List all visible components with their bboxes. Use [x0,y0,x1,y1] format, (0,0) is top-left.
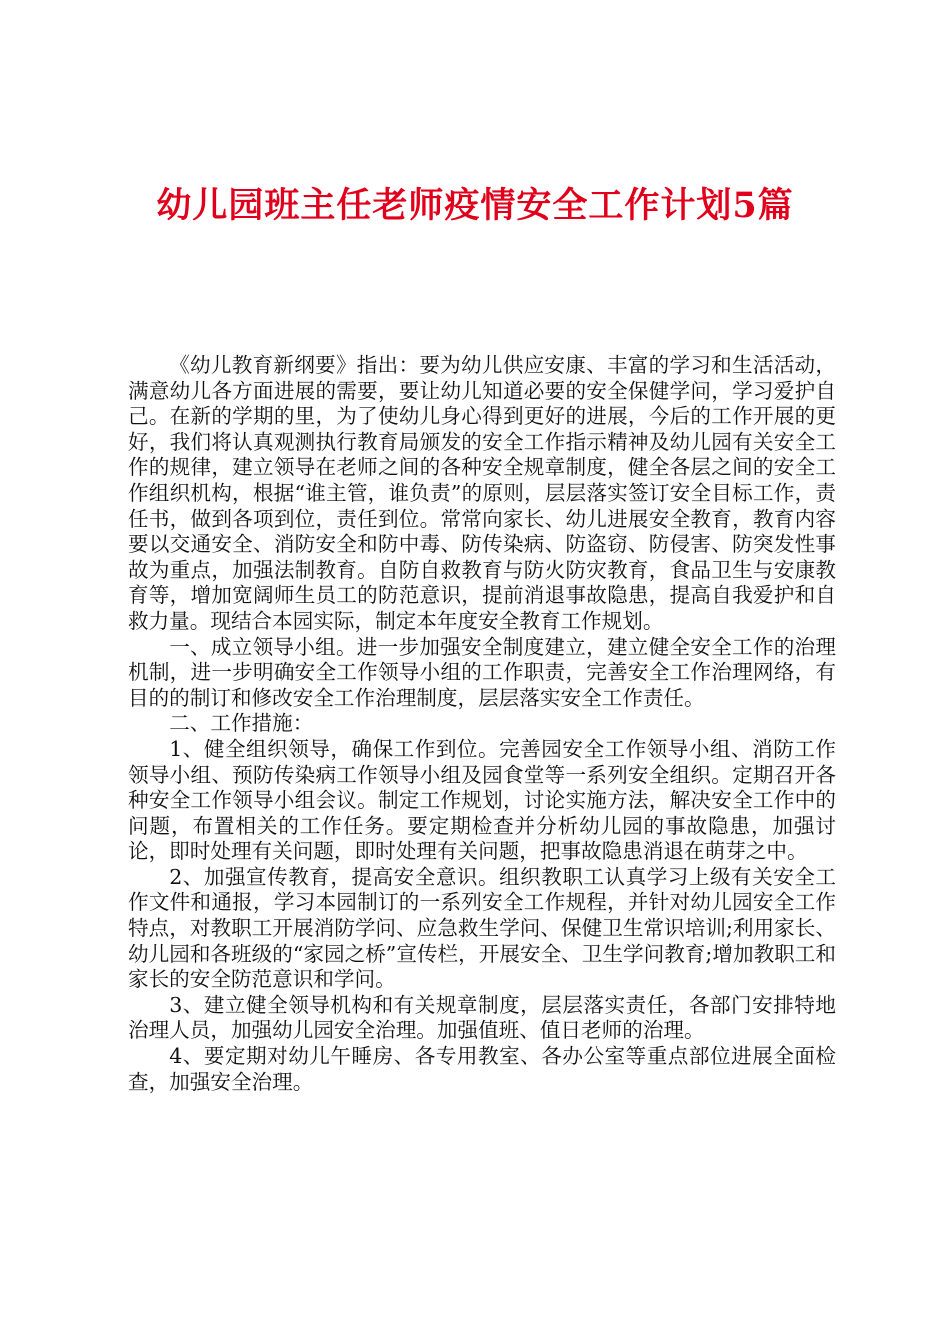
paragraph-measure-1: 1、健全组织领导，确保工作到位。完善园安全工作领导小组、消防工作领导小组、预防传染病工作领导小组及园食堂等一系列安全组织。定期召开各种安全工作领导小组会议。制定工作规划，讨论实施方法，解决安全工作中的问题，布置相关的工作任务。要定期检查并分析幼儿园的事故隐患，加强讨论，即时处理有关问题，即时处理有关问题，把事故隐患消退在萌芽之中。 [128,736,836,864]
paragraph-section-1: 一、成立领导小组。进一步加强安全制度建立，建立健全安全工作的治理机制，进一步明确安全工作领导小组的工作职责，完善安全工作治理网络，有目的的制订和修改安全工作治理制度，层层落实安全工作责任。 [128,634,836,710]
document-title: 幼儿园班主任老师疫情安全工作计划5篇 [156,185,794,226]
document-body [128,353,836,1095]
paragraph-measure-3: 3、建立健全领导机构和有关规章制度，层层落实责任，各部门安排特地治理人员，加强幼儿园安全治理。加强值班、值日老师的治理。 [128,992,836,1043]
paragraph-intro: 《幼儿教育新纲要》指出：要为幼儿供应安康、丰富的学习和生活活动，满意幼儿各方面进展的需要，要让幼儿知道必要的安全保健学问，学习爱护自己。在新的学期的里，为了使幼儿身心得到更好的进展，今后的工作开展的更好，我们将认真观测执行教育局颁发的安全工作指示精神及幼儿园有关安全工作的规律，建立领导在老师之间的各种安全规章制度，健全各层之间的安全工作组织机构，根据“谁主管，谁负责”的原则，层层落实签订安全目标工作，责任书，做到各项到位，责任到位。常常向家长、幼儿进展安全教育，教育内容要以交通安全、消防安全和防中毒、防传染病、防盗窃、防侵害、防突发性事故为重点，加强法制教育。自防自救教育与防火防灾教育，食品卫生与安康教育等，增加宽阔师生员工的防范意识，提前消退事故隐患，提高自我爱护和自救力量。现结合本园实际，制定本年度安全教育工作规划。 [128,353,836,633]
paragraph-measure-2: 2、加强宣传教育，提高安全意识。组织教职工认真学习上级有关安全工作文件和通报，学习本园制订的一系列安全工作规程，并针对幼儿园安全工作特点，对教职工开展消防学问、应急救生学问、保健卫生常识培训;利用家长、幼儿园和各班级的“家园之桥”宣传栏，开展安全、卫生学问教育;增加教职工和家长的安全防范意识和学问。 [128,864,836,992]
paragraph-measure-4: 4、要定期对幼儿午睡房、各专用教室、各办公室等重点部位进展全面检查，加强安全治理。 [128,1044,836,1094]
paragraph-section-2-heading: 二、工作措施： [169,711,314,736]
